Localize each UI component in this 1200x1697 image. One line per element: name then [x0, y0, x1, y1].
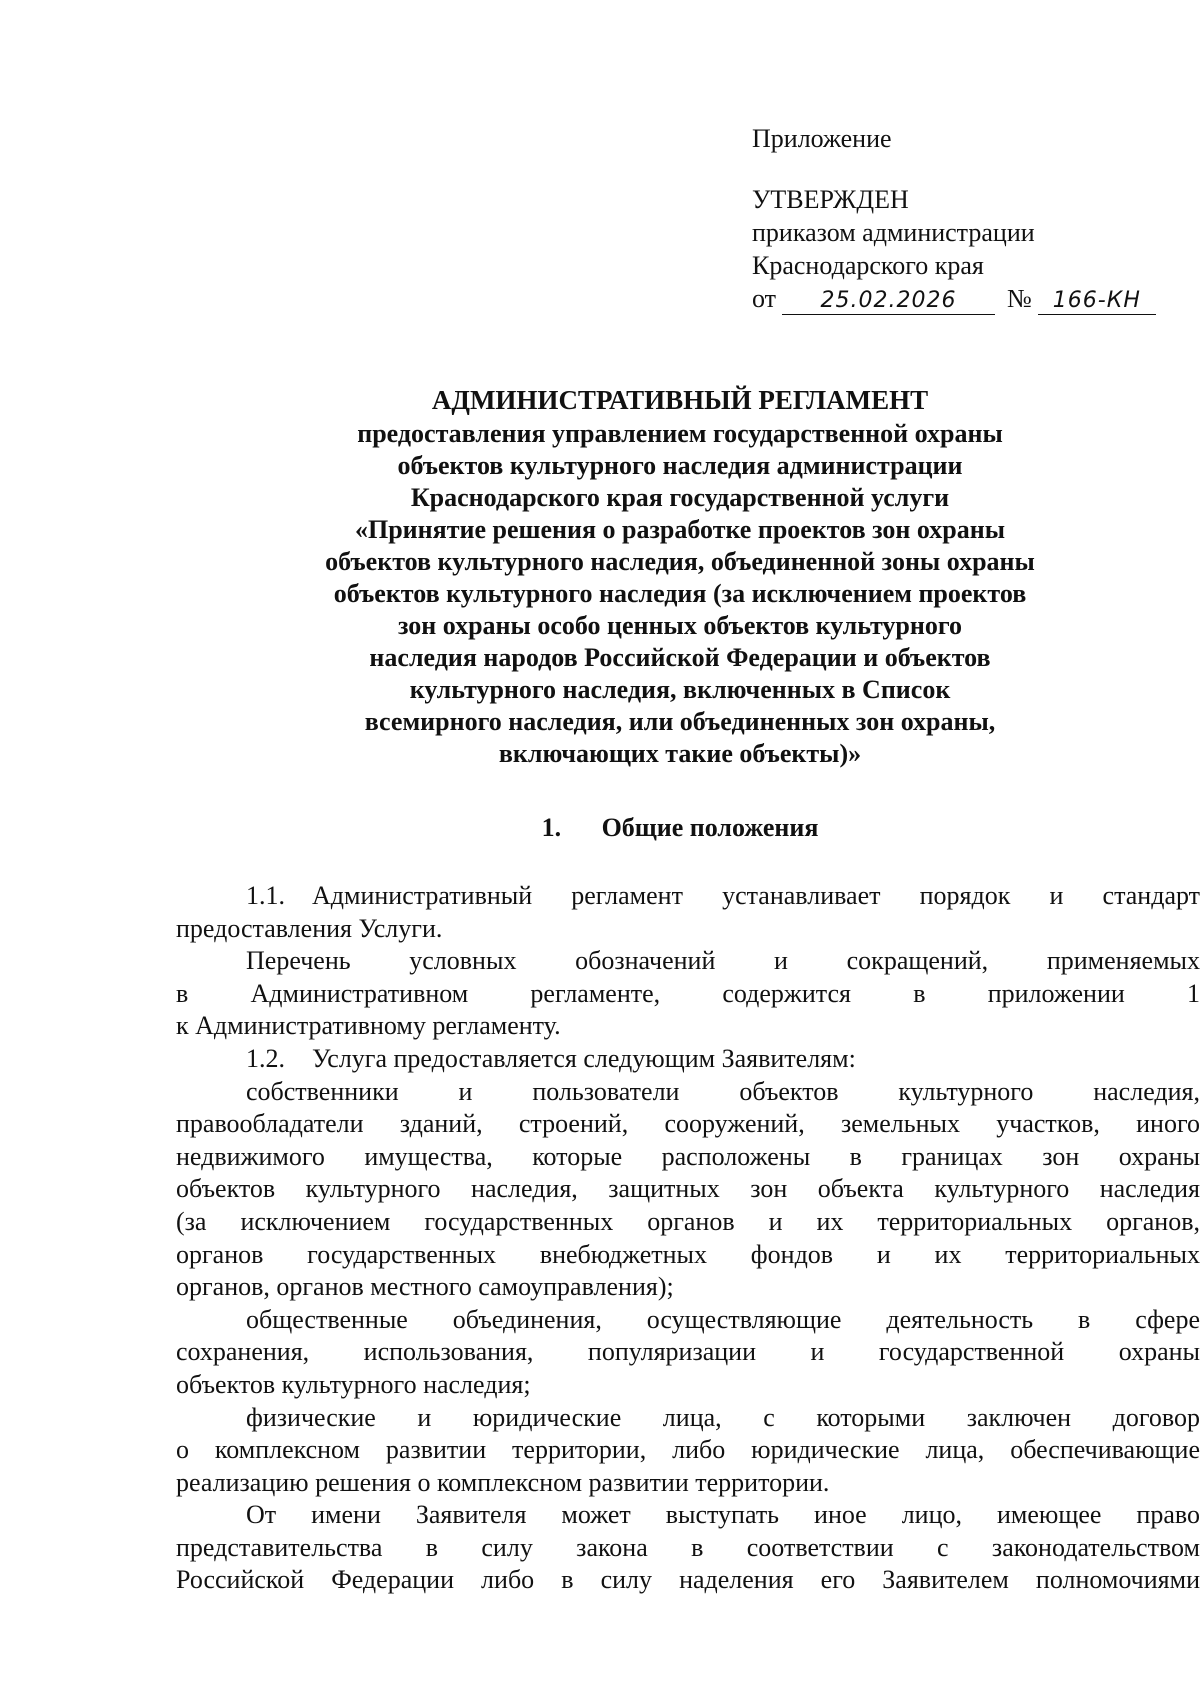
- paragraph-line: правообладатели зданий, строений, сооружений, земельных участков, иного: [176, 1109, 1200, 1139]
- title-line: наследия народов Российской Федерации и объектов: [369, 643, 991, 672]
- paragraph-line: предоставления Услуги.: [176, 913, 443, 943]
- main-title: АДМИНИСТРАТИВНЫЙ РЕГЛАМЕНТ: [431, 385, 929, 415]
- paragraph-line: общественные объединения, осуществляющие деятельность в сфере: [246, 1304, 1200, 1334]
- paragraph-line: органов, органов местного самоуправления);: [176, 1272, 674, 1302]
- handwritten-date: 25.02.2026: [782, 288, 995, 315]
- document-title: [150, 384, 1200, 770]
- clause-number: 1.1.: [246, 881, 285, 910]
- paragraph-line: представительства в силу закона в соответствии с законодательством: [176, 1532, 1200, 1562]
- approval-line-1: приказом администрации: [752, 218, 1035, 247]
- number-sign: №: [1007, 284, 1032, 313]
- date-prefix: от: [752, 284, 777, 313]
- appendix-label: Приложение: [752, 124, 892, 153]
- title-line: зон охраны особо ценных объектов культурного: [397, 611, 963, 640]
- approval-stamp-block: [752, 122, 1156, 315]
- clause-number: 1.2.: [246, 1043, 285, 1073]
- handwritten-order-number: 166-КН: [1038, 288, 1156, 315]
- title-line: объектов культурного наследия (за исключением проектов: [333, 579, 1027, 608]
- paragraph-line: От имени Заявителя может выступать иное лицо, имеющее право: [246, 1500, 1200, 1530]
- paragraph-line: недвижимого имущества, которые расположены в границах зон охраны: [176, 1141, 1200, 1171]
- paragraph-line: собственники и пользователи объектов культурного наследия,: [246, 1076, 1200, 1106]
- document-body: [176, 880, 1200, 1597]
- paragraph-line: сохранения, использования, популяризации и государственной охраны: [176, 1337, 1200, 1367]
- paragraph-line: 1.1. Административный регламент устанавливает порядок и стандарт: [176, 880, 1200, 913]
- title-line: объектов культурного наследия администрации: [397, 451, 963, 480]
- paragraph-line: органов государственных внебюджетных фондов и их территориальных: [176, 1239, 1200, 1269]
- title-line: всемирного наследия, или объединенных зон охраны,: [364, 707, 996, 736]
- section-number: 1.: [541, 813, 562, 842]
- title-line: предоставления управлением государственной охраны: [357, 419, 1003, 448]
- paragraph-line: 1.2. Услуга предоставляется следующим Заявителям:: [176, 1043, 1200, 1076]
- paragraph-line: (за исключением государственных органов и их территориальных органов,: [176, 1206, 1200, 1236]
- paragraph-line: Перечень условных обозначений и сокращений, применяемых: [246, 946, 1200, 976]
- section-heading: [150, 812, 1200, 844]
- title-line: культурного наследия, включенных в Список: [409, 675, 951, 704]
- approval-line-2: Краснодарского края: [752, 251, 984, 280]
- title-line: «Принятие решения о разработке проектов зон охраны: [355, 515, 1005, 544]
- section-title: Общие положения: [601, 813, 819, 842]
- paragraph-line: в Административном регламенте, содержится в приложении 1: [176, 978, 1200, 1008]
- paragraph-line: Российской Федерации либо в силу наделения его Заявителем полномочиями: [176, 1565, 1200, 1595]
- paragraph-line: физические и юридические лица, с которыми заключен договор: [246, 1402, 1200, 1432]
- title-line: Краснодарского края государственной услуги: [410, 483, 950, 512]
- title-line: объектов культурного наследия, объединенной зоны охраны: [325, 547, 1035, 576]
- title-line: включающих такие объекты)»: [498, 739, 862, 768]
- paragraph-line: объектов культурного наследия, защитных зон объекта культурного наследия: [176, 1174, 1200, 1204]
- paragraph-line: к Административному регламенту.: [176, 1011, 561, 1041]
- paragraph-line: реализацию решения о комплексном развитии территории.: [176, 1467, 830, 1497]
- approval-date-number-line: [752, 282, 1156, 315]
- approved-label: УТВЕРЖДЕН: [752, 185, 909, 214]
- paragraph-line: объектов культурного наследия;: [176, 1369, 531, 1399]
- paragraph-line: о комплексном развитии территории, либо юридические лица, обеспечивающие: [176, 1435, 1200, 1465]
